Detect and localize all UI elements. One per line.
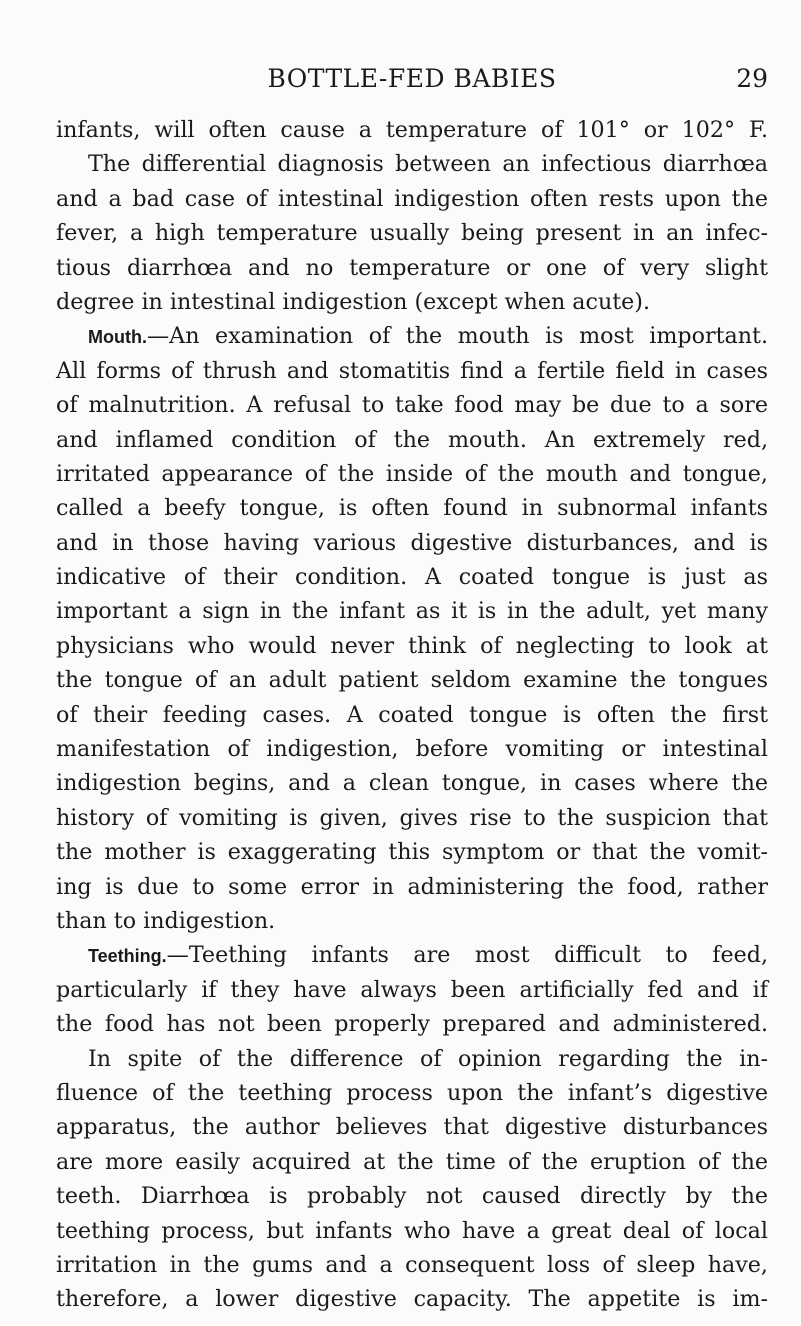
text-line: the mother is exaggerating this symptom or that the vomit- bbox=[56, 839, 768, 866]
text-line: and a bad case of intestinal indigestion often rests upon the bbox=[56, 185, 768, 212]
text-line: of their feeding cases. A coated tongue is often the first bbox=[56, 701, 768, 728]
text-line: are more easily acquired at the time of the eruption of the bbox=[56, 1148, 768, 1175]
paragraph-fever bbox=[56, 113, 768, 319]
text-line: than to indigestion. bbox=[56, 907, 276, 934]
text-line: ing is due to some error in administering the food, rather bbox=[56, 873, 768, 900]
text-line bbox=[56, 938, 768, 972]
paragraph-teething bbox=[56, 938, 768, 1316]
text-line: called a beefy tongue, is often found in subnormal infants bbox=[56, 495, 768, 522]
paragraph-mouth bbox=[56, 319, 768, 938]
text-line: and inflamed condition of the mouth. An extremely red, bbox=[56, 426, 768, 453]
text-line: manifestation of indigestion, before vomiting or intestinal bbox=[56, 736, 768, 763]
text-line: In spite of the difference of opinion regarding the in- bbox=[88, 1045, 768, 1072]
text-line: particularly if they have always been artificially fed and if bbox=[56, 976, 768, 1003]
text-line: indigestion begins, and a clean tongue, in cases where the bbox=[56, 770, 768, 797]
text-line: All forms of thrush and stomatitis find a fertile field in cases bbox=[56, 357, 768, 384]
text-line: apparatus, the author believes that digestive disturbances bbox=[56, 1114, 768, 1141]
body-text bbox=[56, 113, 768, 1317]
text-line: degree in intestinal indigestion (except when acute). bbox=[56, 288, 650, 315]
text-line: teething process, but infants who have a great deal of local bbox=[56, 1217, 768, 1244]
text-line: indicative of their condition. A coated tongue is just as bbox=[56, 564, 768, 591]
text-line: and in those having various digestive disturbances, and is bbox=[56, 529, 768, 556]
text-line: tious diarrhœa and no temperature or one of very slight bbox=[56, 254, 768, 281]
section-heading-teething: Teething. bbox=[88, 946, 167, 967]
text-line: physicians who would never think of neglecting to look at bbox=[56, 632, 768, 659]
text-line: teeth. Diarrhœa is probably not caused directly by the bbox=[56, 1183, 768, 1210]
text-line-rest: —An examination of the mouth is most important. bbox=[146, 323, 768, 350]
text-line-rest: —Teething infants are most difficult to feed, bbox=[166, 942, 768, 969]
text-line: irritated appearance of the inside of the mouth and tongue, bbox=[56, 460, 768, 487]
text-line: The differential diagnosis between an infectious diarrhœa bbox=[88, 151, 768, 178]
text-line: infants, will often cause a temperature of 101° or 102° F. bbox=[56, 117, 768, 143]
text-line: the food has not been properly prepared and administered. bbox=[56, 1011, 768, 1038]
text-line bbox=[56, 319, 768, 353]
running-head bbox=[56, 64, 768, 104]
text-line: of malnutrition. A refusal to take food may be due to a sore bbox=[56, 392, 768, 419]
text-line: fluence of the teething process upon the infant’s digestive bbox=[56, 1079, 768, 1106]
text-line: therefore, a lower digestive capacity. The appetite is im- bbox=[56, 1286, 768, 1313]
running-title: BOTTLE-FED BABIES bbox=[267, 64, 557, 93]
page-number: 29 bbox=[736, 64, 768, 93]
text-line: fever, a high temperature usually being present in an infec- bbox=[56, 220, 768, 247]
text-line: history of vomiting is given, gives rise to the suspicion that bbox=[56, 804, 768, 831]
text-line: important a sign in the infant as it is in the adult, yet many bbox=[56, 598, 768, 625]
text-line: the tongue of an adult patient seldom examine the tongues bbox=[56, 667, 768, 694]
section-heading-mouth: Mouth. bbox=[88, 327, 147, 348]
text-line: irritation in the gums and a consequent loss of sleep have, bbox=[56, 1251, 768, 1278]
